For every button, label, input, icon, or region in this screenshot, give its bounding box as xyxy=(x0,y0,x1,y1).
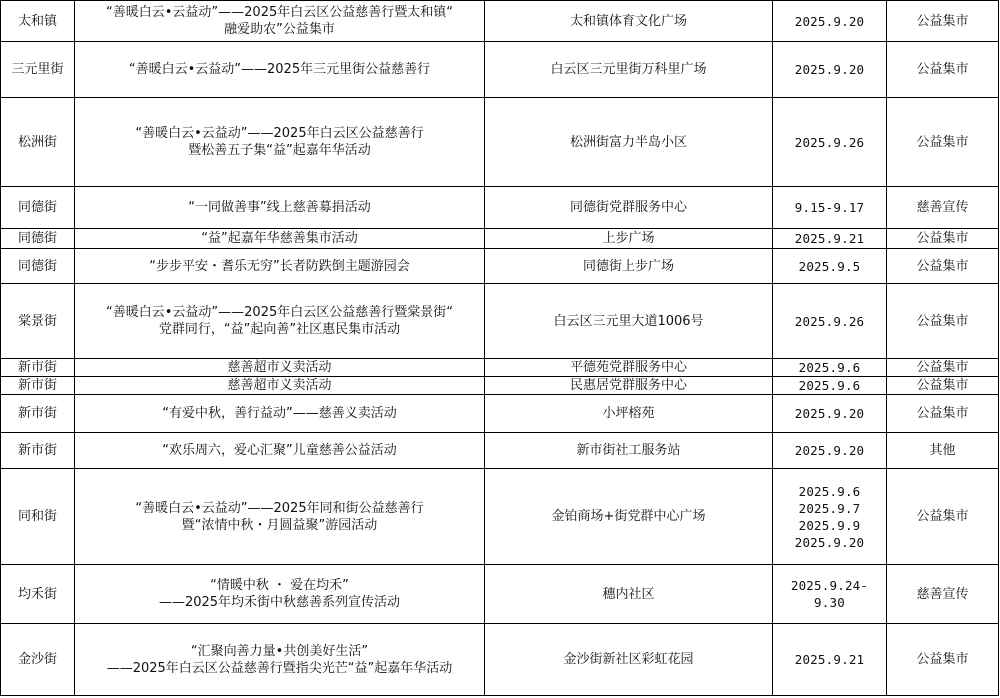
location-cell[interactable]: 太和镇体育文化广场 xyxy=(485,1,773,42)
type-cell[interactable]: 公益集市 xyxy=(887,359,999,377)
date-cell[interactable]: 9.15-9.17 xyxy=(773,187,887,229)
location-cell[interactable]: 小坪榕苑 xyxy=(485,395,773,433)
type-cell[interactable]: 公益集市 xyxy=(887,98,999,187)
table-body xyxy=(1,1,999,696)
table-row xyxy=(1,433,999,469)
street-cell[interactable]: 松洲街 xyxy=(1,98,75,187)
table-row xyxy=(1,187,999,229)
location-cell[interactable]: 同德街党群服务中心 xyxy=(485,187,773,229)
street-cell[interactable]: 金沙街 xyxy=(1,624,75,696)
street-cell[interactable]: 新市街 xyxy=(1,377,75,395)
date-cell[interactable]: 2025.9.21 xyxy=(773,229,887,249)
type-cell[interactable]: 公益集市 xyxy=(887,377,999,395)
event-cell[interactable]: 慈善超市义卖活动 xyxy=(75,359,485,377)
date-cell[interactable]: 2025.9.26 xyxy=(773,284,887,359)
location-cell[interactable]: 上步广场 xyxy=(485,229,773,249)
type-cell[interactable]: 慈善宣传 xyxy=(887,565,999,624)
date-cell[interactable]: 2025.9.20 xyxy=(773,1,887,42)
event-cell[interactable]: “欢乐周六，爱心汇聚”儿童慈善公益活动 xyxy=(75,433,485,469)
table-row xyxy=(1,565,999,624)
type-cell[interactable]: 公益集市 xyxy=(887,42,999,98)
street-cell[interactable]: 均禾街 xyxy=(1,565,75,624)
type-cell[interactable]: 公益集市 xyxy=(887,1,999,42)
table-row xyxy=(1,1,999,42)
street-cell[interactable]: 同德街 xyxy=(1,187,75,229)
event-cell[interactable]: “善暖白云•云益动”——2025年白云区公益慈善行暨太和镇“ 融爱助农”公益集市 xyxy=(75,1,485,42)
type-cell[interactable]: 公益集市 xyxy=(887,469,999,565)
table-row xyxy=(1,98,999,187)
street-cell[interactable]: 新市街 xyxy=(1,359,75,377)
date-cell[interactable]: 2025.9.6 2025.9.7 2025.9.9 2025.9.20 xyxy=(773,469,887,565)
street-cell[interactable]: 同德街 xyxy=(1,229,75,249)
location-cell[interactable]: 新市街社工服务站 xyxy=(485,433,773,469)
street-cell[interactable]: 同和街 xyxy=(1,469,75,565)
date-cell[interactable]: 2025.9.6 xyxy=(773,377,887,395)
street-cell[interactable]: 棠景街 xyxy=(1,284,75,359)
type-cell[interactable]: 公益集市 xyxy=(887,624,999,696)
date-cell[interactable]: 2025.9.20 xyxy=(773,42,887,98)
type-cell[interactable]: 慈善宣传 xyxy=(887,187,999,229)
event-cell[interactable]: “一同做善事”线上慈善募捐活动 xyxy=(75,187,485,229)
table-row xyxy=(1,42,999,98)
street-cell[interactable]: 新市街 xyxy=(1,433,75,469)
street-cell[interactable]: 太和镇 xyxy=(1,1,75,42)
type-cell[interactable]: 公益集市 xyxy=(887,395,999,433)
street-cell[interactable]: 三元里街 xyxy=(1,42,75,98)
table-row xyxy=(1,359,999,377)
table-row xyxy=(1,624,999,696)
event-cell[interactable]: “善暖白云•云益动”——2025年同和街公益慈善行 暨“浓情中秋・月圆益聚”游园活动 xyxy=(75,469,485,565)
event-cell[interactable]: 慈善超市义卖活动 xyxy=(75,377,485,395)
table-row xyxy=(1,284,999,359)
table-row xyxy=(1,377,999,395)
table-row xyxy=(1,229,999,249)
event-cell[interactable]: “有爱中秋，善行益动”——慈善义卖活动 xyxy=(75,395,485,433)
event-cell[interactable]: “汇聚向善力量•共创美好生活” ——2025年白云区公益慈善行暨指尖光芒“益”起嘉年华活动 xyxy=(75,624,485,696)
location-cell[interactable]: 金铂商场+街党群中心广场 xyxy=(485,469,773,565)
type-cell[interactable]: 其他 xyxy=(887,433,999,469)
date-cell[interactable]: 2025.9.20 xyxy=(773,433,887,469)
date-cell[interactable]: 2025.9.26 xyxy=(773,98,887,187)
location-cell[interactable]: 金沙街新社区彩虹花园 xyxy=(485,624,773,696)
event-cell[interactable]: “善暖白云•云益动”——2025年白云区公益慈善行暨棠景街“ 党群同行，“益”起向善”社区惠民集市活动 xyxy=(75,284,485,359)
location-cell[interactable]: 穗内社区 xyxy=(485,565,773,624)
street-cell[interactable]: 新市街 xyxy=(1,395,75,433)
table-row xyxy=(1,469,999,565)
location-cell[interactable]: 松洲街富力半岛小区 xyxy=(485,98,773,187)
type-cell[interactable]: 公益集市 xyxy=(887,229,999,249)
event-cell[interactable]: “善暖白云•云益动”——2025年三元里街公益慈善行 xyxy=(75,42,485,98)
table-row xyxy=(1,395,999,433)
date-cell[interactable]: 2025.9.21 xyxy=(773,624,887,696)
date-cell[interactable]: 2025.9.6 xyxy=(773,359,887,377)
event-cell[interactable]: “益”起嘉年华慈善集市活动 xyxy=(75,229,485,249)
location-cell[interactable]: 民惠居党群服务中心 xyxy=(485,377,773,395)
event-cell[interactable]: “善暖白云•云益动”——2025年白云区公益慈善行 暨松善五子集“益”起嘉年华活动 xyxy=(75,98,485,187)
location-cell[interactable]: 白云区三元里街万科里广场 xyxy=(485,42,773,98)
date-cell[interactable]: 2025.9.5 xyxy=(773,249,887,284)
date-cell[interactable]: 2025.9.20 xyxy=(773,395,887,433)
type-cell[interactable]: 公益集市 xyxy=(887,284,999,359)
type-cell[interactable]: 公益集市 xyxy=(887,249,999,284)
location-cell[interactable]: 同德街上步广场 xyxy=(485,249,773,284)
event-cell[interactable]: “情暖中秋 ・ 爱在均禾” ——2025年均禾街中秋慈善系列宣传活动 xyxy=(75,565,485,624)
event-cell[interactable]: “步步平安・耆乐无穷”长者防跌倒主题游园会 xyxy=(75,249,485,284)
street-cell[interactable]: 同德街 xyxy=(1,249,75,284)
location-cell[interactable]: 白云区三元里大道1006号 xyxy=(485,284,773,359)
date-cell[interactable]: 2025.9.24- 9.30 xyxy=(773,565,887,624)
location-cell[interactable]: 平德苑党群服务中心 xyxy=(485,359,773,377)
table-row xyxy=(1,249,999,284)
